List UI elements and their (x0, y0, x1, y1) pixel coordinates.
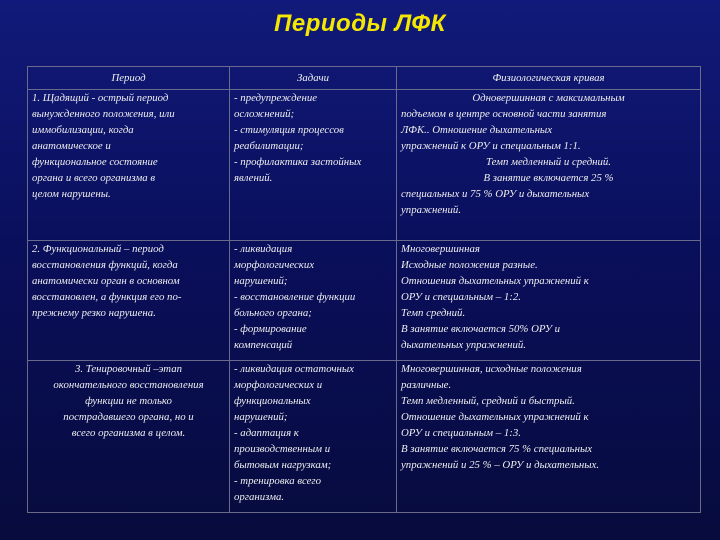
curve-line: специальных и 75 % ОРУ и дыхательных (401, 188, 590, 200)
task-line: - тренировка всего (234, 475, 321, 487)
tasks-cell (230, 361, 397, 513)
header-row (28, 67, 701, 90)
period-line: иммобилизации, когда (32, 124, 134, 136)
task-line: компенсаций (234, 339, 293, 351)
curve-line: Отношение дыхательных упражнений к (401, 411, 589, 423)
period-line: анатомическое и (32, 140, 111, 152)
task-line: больного органа; (234, 307, 312, 319)
period-line: целом нарушены. (32, 188, 111, 200)
header-tasks: Задачи (230, 67, 397, 90)
periods-table (27, 66, 701, 513)
tasks-cell (230, 241, 397, 361)
curve-line: ЛФК.. Отношение дыхательных (401, 124, 553, 136)
period-line: функции не только (85, 395, 172, 407)
period-line: 3. Тенировочный –этап (74, 363, 183, 375)
task-line: - ликвидация (234, 243, 293, 255)
period-cell (28, 241, 230, 361)
period-line: органа и всего организма в (32, 172, 156, 184)
curve-cell (397, 361, 701, 513)
slide-title: Периоды ЛФК (274, 10, 446, 37)
table-row (28, 361, 701, 513)
period-line: прежнему резко нарушена. (32, 307, 156, 319)
period-cell (28, 361, 230, 513)
task-line: явлений. (234, 172, 273, 184)
task-line: осложнений; (234, 108, 295, 120)
task-line: - профилактика застойных (234, 156, 362, 168)
period-line: восстановления функций, когда (32, 259, 178, 271)
period-line: 1. Щадящий - острый период (32, 92, 169, 104)
curve-line: ОРУ и специальным – 1:3. (401, 427, 521, 439)
curve-cell (397, 241, 701, 361)
task-line: морфологических (234, 259, 315, 271)
task-line: реабилитации; (234, 140, 304, 152)
curve-line: Многовершинная (401, 243, 480, 255)
task-line: организма. (234, 491, 285, 503)
task-line: бытовым нагрузкам; (234, 459, 332, 471)
task-line: функциональных (234, 395, 311, 407)
tasks-cell (230, 90, 397, 241)
period-line: анатомически орган в основном (32, 275, 180, 287)
curve-line: подъемом в центре основной части занятия (401, 108, 607, 120)
curve-line: Исходные положения разные. (401, 259, 538, 271)
curve-line: различные. (401, 379, 452, 391)
curve-line: Многовершинная, исходные положения (401, 363, 582, 375)
curve-line: В занятие включается 75 % специальных (401, 443, 593, 455)
period-line: 2. Функциональный – период (32, 243, 164, 255)
period-line: пострадавшего органа, но и (63, 411, 194, 423)
header-curve: Физиологическая кривая (397, 67, 701, 90)
curve-line: упражнений. (401, 204, 462, 216)
period-line: вынужденного положения, или (32, 108, 175, 120)
task-line: производственным и (234, 443, 331, 455)
task-line: - предупреждение (234, 92, 318, 104)
task-line: - стимуляция процессов (234, 124, 344, 136)
period-cell (28, 90, 230, 241)
table-row (28, 241, 701, 361)
period-line: всего организма в целом. (71, 427, 186, 439)
task-line: - восстановление функции (234, 291, 356, 303)
task-line: морфологических и (234, 379, 323, 391)
curve-line: упражнений к ОРУ и специальным 1:1. (401, 140, 581, 152)
curve-line: ОРУ и специальным – 1:2. (401, 291, 521, 303)
table-row (28, 90, 701, 241)
curve-line: Одновершинная с максимальным (472, 92, 625, 104)
curve-line: Отношения дыхательных упражнений к (401, 275, 589, 287)
header-period: Период (28, 67, 230, 90)
task-line: - формирование (234, 323, 307, 335)
curve-cell (397, 90, 701, 241)
curve-line: дыхательных упражнений. (401, 339, 526, 351)
period-line: функциональное состояние (32, 156, 158, 168)
period-line: восстановлен, а функция его по- (32, 291, 182, 303)
task-line: нарушений; (234, 275, 288, 287)
task-line: - адаптация к (234, 427, 299, 439)
curve-line: Темп медленный, средний и быстрый. (401, 395, 575, 407)
curve-line: Темп средний. (401, 307, 466, 319)
curve-line: Темп медленный и средний. (485, 156, 612, 168)
curve-line: В занятие включается 50% ОРУ и (401, 323, 561, 335)
period-line: окончательного восстановления (53, 379, 204, 391)
task-line: - ликвидация остаточных (234, 363, 354, 375)
curve-line: В занятие включается 25 % (483, 172, 614, 184)
task-line: нарушений; (234, 411, 288, 423)
curve-line: упражнений и 25 % – ОРУ и дыхательных. (401, 459, 600, 471)
